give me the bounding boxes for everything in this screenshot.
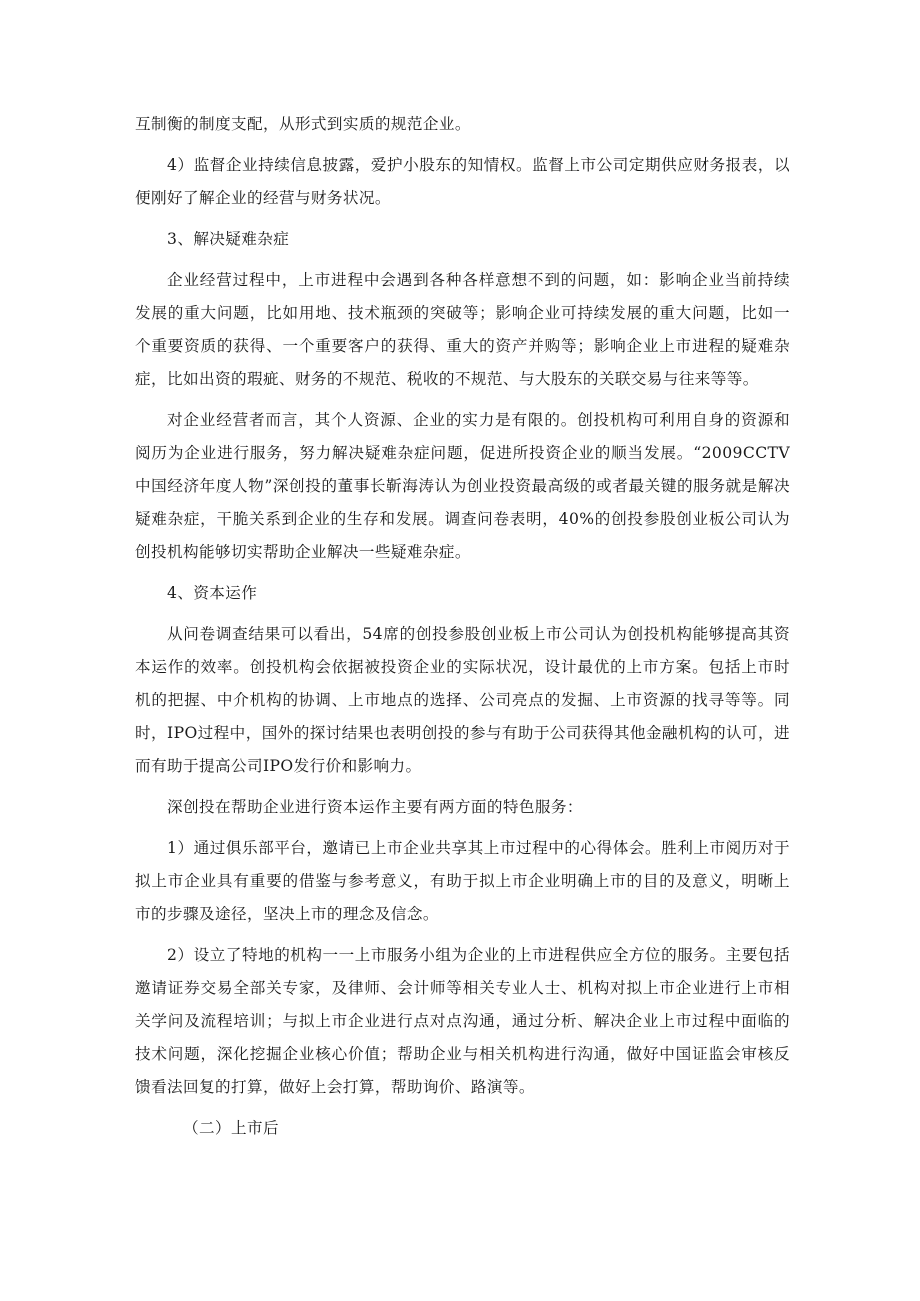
section-heading-problem-solving: 3、解决疑难杂症 [167,230,290,248]
document-body [135,108,790,1153]
paragraph-continuation: 互制衡的制度支配，从形式到实质的规范企业。 [135,115,471,133]
paragraph-vc-resources: 对企业经营者而言，其个人资源、企业的实力是有限的。创投机构可利用自身的资源和阅历为企业进行服务，努力解决疑难杂症问题，促进所投资企业的顺当发展。“2009CCTV中国经济年度人物”深创投的董事长靳海涛认为创业投资最高级的或者最关键的服务就是解决疑难杂症，干脆关系到企业的生存和发展。调查问卷表明，40%的创投参股创业板公司认为创投机构能够切实帮助企业解决一些疑难杂症。 [135,411,790,561]
section-heading-capital-operation: 4、资本运作 [167,584,258,602]
paragraph-disclosure-supervision: 4）监督企业持续信息披露，爱护小股东的知情权。监督上市公司定期供应财务报表，以便刚好了解企业的经营与财务状况。 [135,156,790,207]
paragraph-club-platform: 1）通过俱乐部平台，邀请已上市企业共享其上市过程中的心得体会。胜利上市阅历对于拟上市企业具有重要的借鉴与参考意义，有助于拟上市企业明确上市的目的及意义，明晰上市的步骤及途径，坚决上市的理念及信念。 [135,839,790,923]
paragraph-business-problems: 企业经营过程中，上市进程中会遇到各种各样意想不到的问题，如：影响企业当前持续发展的重大问题，比如用地、技术瓶颈的突破等；影响企业可持续发展的重大问题，比如一个重要资质的获得、一个重要客户的获得、重大的资产并购等；影响企业上市进程的疑难杂症，比如出资的瑕疵、财务的不规范、税收的不规范、与大股东的关联交易与往来等等。 [135,271,790,388]
paragraph-ipo-service-group: 2）设立了特地的机构一一上市服务小组为企业的上市进程供应全方位的服务。主要包括邀请证券交易全部关专家，及律师、会计师等相关专业人士、机构对拟上市企业进行上市相关学问及流程培训；与拟上市企业进行点对点沟通，通过分析、解决企业上市过程中面临的技术问题，深化挖掘企业核心价值；帮助企业与相关机构进行沟通，做好中国证监会审核反馈看法回复的打算，做好上会打算，帮助询价、路演等。 [135,946,790,1096]
paragraph-survey-results: 从问卷调查结果可以看出，54席的创投参股创业板上市公司认为创投机构能够提高其资本运作的效率。创投机构会依据被投资企业的实际状况，设计最优的上市方案。包括上市时机的把握、中介机构的协调、上市地点的选择、公司亮点的发掘、上市资源的找寻等等。同时，IPO过程中，国外的探讨结果也表明创投的参与有助于公司获得其他金融机构的认可，进而有助于提高公司IPO发行价和影响力。 [135,625,790,775]
paragraph-special-services-intro: 深创投在帮助企业进行资本运作主要有两方面的特色服务： [167,798,583,816]
subsection-heading-post-listing: （二）上市后 [183,1119,279,1137]
